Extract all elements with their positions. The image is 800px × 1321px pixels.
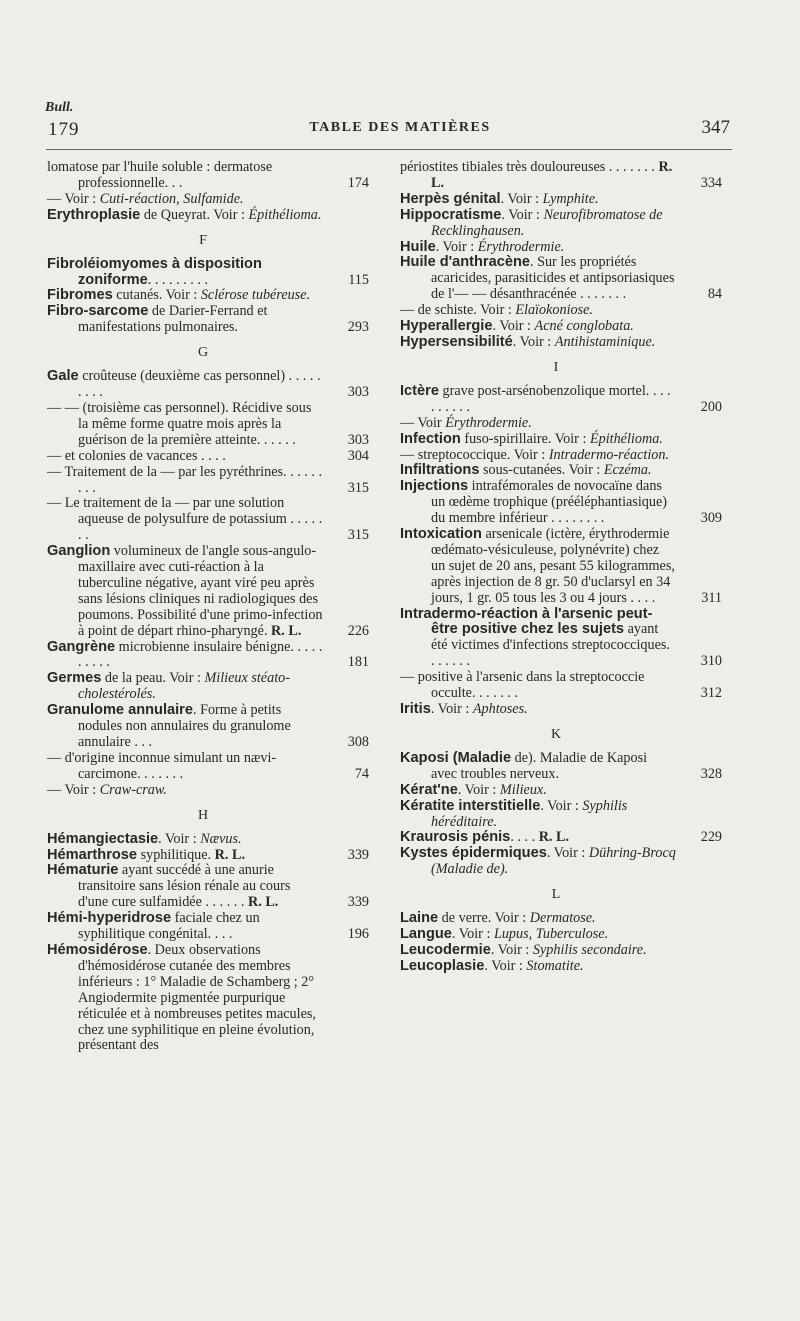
index-entry (400, 829, 722, 846)
index-entry (47, 543, 369, 639)
entry-text: Ictère grave post-arsénobenzolique mortel. . . . . . . . . . (400, 382, 671, 415)
index-entry (47, 749, 369, 783)
page-ref: 293 (347, 319, 369, 336)
section-letter: G (197, 345, 209, 361)
page-ref: 303 (347, 431, 369, 448)
index-entry (400, 240, 712, 256)
page-ref: 315 (347, 479, 369, 496)
entry-text: Intradermo-réaction à l'arsenic peut-être positive chez les sujets ayant été victimes d'infections streptococciques. . . . . . . (400, 605, 670, 670)
entry-text: — positive à l'arsenic dans la streptococcie occulte. . . . . . . (400, 669, 645, 702)
index-entry (47, 846, 369, 864)
entry-text: Hyperallergie. Voir : Acné conglobata. (400, 318, 634, 335)
entry-text: Erythroplasie de Queyrat. Voir : Épithélioma. (47, 206, 322, 223)
index-entry (47, 783, 359, 799)
entry-text: Iritis. Voir : Aphtoses. (400, 701, 528, 717)
entry-text: Fibro-sarcome de Darier-Ferrand et manifestations pulmonaires. (47, 303, 268, 336)
entry-text: Hémosidérose. Deux observations d'hémosidérose cutanée des membres inférieurs : 1° Maladie de Schamberg ; 2° Angiodermite pigmentée purpurique réticulée et à nombreuses petites macules, chez une syphilitique en pleine évolution, présentant des (47, 941, 316, 1054)
index-entry (400, 192, 712, 208)
entry-text: — Voir : Cuti-réaction, Sulfamide. (47, 190, 244, 207)
index-entry (47, 671, 359, 703)
entry-text: Fibroléiomyomes à disposition zoniforme. . . . . . . . . (47, 255, 262, 288)
entry-text: Gangrène microbienne insulaire bénigne. . . . . . . . . . (47, 638, 323, 671)
entry-text: Leucodermie. Voir : Syphilis secondaire. (400, 941, 647, 958)
index-entry (47, 368, 369, 401)
entry-text: Huile d'anthracène. Sur les propriétés acaricides, parasiticides et antipsoriasiques de l'— — désanthracénée . . . . . . . (400, 254, 675, 303)
page-ref: 339 (347, 846, 369, 863)
entry-text: — streptococcique. Voir : Intradermo-réaction. (400, 446, 669, 463)
entry-text: — de schiste. Voir : Elaïokoniose. (400, 302, 593, 319)
right-column (400, 159, 722, 975)
index-entry (400, 478, 722, 527)
index-entry (400, 416, 712, 432)
section-letter: I (553, 359, 559, 375)
index-entry (400, 927, 712, 943)
page-ref: 308 (347, 734, 369, 750)
index-entry (47, 447, 369, 465)
page-ref: 303 (347, 384, 369, 401)
page-ref: 328 (700, 765, 722, 782)
entry-text: Granulome annulaire. Forme à petits nodules non annulaires du granulome annulaire . . . (47, 702, 291, 750)
entry-text: — Le traitement de la — par une solution aqueuse de polysulfure de potassium . . . . . . . (47, 495, 323, 544)
index-entry (47, 208, 359, 224)
section-letter: K (550, 726, 562, 742)
entry-text: Intoxication arsenicale (ictère, érythrodermie œdémato-vésiculeuse, polynévrite) chez un sujet de 20 ans, pesant 55 kilogrammes, après injection de 8 gr. 50 d'uclarsyl en 34 jours, 1 gr. 05 tous les 3 ou 4 jours . . . . (400, 526, 675, 606)
entry-text: Fibromes cutanés. Voir : Sclérose tubéreuse. (47, 287, 311, 304)
entry-text: Hémi-hyperidrose faciale chez un syphilitique congénital. . . . (47, 910, 260, 943)
index-entry (47, 399, 369, 449)
index-entry (47, 303, 369, 336)
page-title: TABLE DES MATIÈRES (309, 120, 491, 135)
entry-text: lomatose par l'huile soluble : dermatose professionnelle. . . (47, 159, 273, 191)
entry-text: — Traitement de la — par les pyréthrines. . . . . . . . . (47, 463, 323, 496)
index-entry (47, 255, 369, 289)
entry-text: Hémangiectasie. Voir : Nævus. (47, 830, 242, 847)
entry-text: Hématurie ayant succédé à une anurie transitoire sans lésion rénale au cours d'une cure sulfamidée . . . . . . R. L. (47, 862, 291, 911)
index-entry (47, 702, 369, 751)
index-entry (400, 208, 712, 240)
page-ref: 200 (700, 398, 722, 415)
page-ref: 334 (700, 174, 722, 191)
page-ref: 315 (347, 527, 369, 544)
entry-text: Germes de la peau. Voir : Milieux stéato-cholestérolés. (47, 670, 290, 703)
index-entry (400, 463, 712, 479)
entry-text: Injections intrafémorales de novocaïne dans un œdème trophique (prééléphantiasique) du membre inférieur . . . . . . . . (400, 478, 667, 527)
page-ref: 174 (347, 174, 369, 191)
index-entry (47, 463, 369, 497)
index-entry (400, 669, 722, 702)
page-ref: 229 (700, 829, 722, 846)
entry-text: Herpès génital. Voir : Lymphite. (400, 190, 599, 207)
page-ref: 312 (700, 685, 722, 702)
index-entry (47, 192, 359, 208)
section-letter: H (197, 807, 209, 823)
entry-text: Gale croûteuse (deuxième cas personnel) . . . . . . . . . (47, 368, 321, 401)
index-entry (47, 638, 369, 672)
left-column (47, 159, 369, 1054)
index-entry (400, 526, 722, 607)
page-number: 347 (701, 117, 730, 138)
index-entry (400, 605, 722, 671)
index-entry (400, 303, 712, 319)
index-entry (400, 335, 712, 351)
index-entry (47, 943, 359, 1054)
entry-text: — d'origine inconnue simulant un nævi-carcimone. . . . . . . (47, 749, 277, 782)
index-entry (400, 159, 722, 192)
index-entry (400, 448, 712, 464)
entry-text: Kérat'ne. Voir : Milieux. (400, 781, 547, 798)
entry-text: Kératite interstitielle. Voir : Syphilis héréditaire. (400, 797, 628, 830)
index-entry (400, 749, 722, 783)
index-entry (47, 862, 369, 911)
page-ref: 309 (700, 510, 722, 527)
index-entry (400, 432, 712, 448)
entry-text: Kraurosis pénis. . . . R. L. (400, 829, 570, 846)
volume-number: 179 (48, 119, 80, 140)
entry-text: périostites tibiales très douloureuses . . . . . . . R. L. (400, 159, 673, 191)
index-entry (400, 959, 712, 975)
entry-text: Leucoplasie. Voir : Stomatite. (400, 957, 584, 974)
header-rule (46, 149, 732, 150)
entry-text: Kystes épidermiques. Voir : Dühring-Brocq (Maladie de). (400, 845, 676, 878)
journal-abbrev: Bull. (45, 100, 74, 115)
page-ref: 181 (347, 654, 369, 671)
index-entry (47, 910, 369, 943)
index-entry (47, 495, 369, 544)
page-ref: 74 (354, 765, 369, 782)
entry-text: Kaposi (Maladie de). Maladie de Kaposi avec troubles nerveux. (400, 749, 648, 782)
index-entry (47, 288, 359, 304)
entry-text: Hippocratisme. Voir : Neurofibromatose de Recklinghausen. (400, 206, 663, 239)
page-ref: 304 (347, 447, 369, 464)
page-ref: 310 (700, 653, 722, 670)
page-ref: 84 (707, 286, 722, 303)
entry-text: Hémarthrose syphilitique. R. L. (47, 846, 246, 863)
entry-text: Laine de verre. Voir : Dermatose. (400, 910, 596, 927)
entry-text: Infection fuso-spirillaire. Voir : Épithélioma. (400, 430, 663, 447)
index-entry (400, 319, 712, 335)
entry-text: Infiltrations sous-cutanées. Voir : Eczéma. (400, 462, 652, 479)
page-ref: 339 (347, 894, 369, 911)
index-entry (400, 382, 722, 416)
index-entry (47, 832, 359, 848)
section-letter: F (199, 232, 207, 248)
entry-text: — et colonies de vacances . . . . (47, 447, 226, 464)
index-entry (47, 159, 369, 192)
section-letter: L (551, 887, 561, 903)
entry-text: — Voir : Craw-craw. (47, 781, 167, 798)
index-entry (400, 911, 712, 927)
index-entry (400, 846, 712, 878)
index-entry (400, 799, 712, 831)
page-ref: 226 (347, 622, 369, 639)
index-entry (400, 702, 712, 718)
entry-text: — — (troisième cas personnel). Récidive sous la même forme quatre mois après la guérison de la première atteinte. . . . . . (47, 399, 312, 448)
entry-text: Huile. Voir : Érythrodermie. (400, 238, 565, 255)
entry-text: — Voir Érythrodermie. (400, 414, 532, 431)
index-entry (400, 254, 722, 303)
page-ref: 311 (701, 589, 722, 606)
page-ref: 115 (348, 271, 369, 288)
entry-text: Ganglion volumineux de l'angle sous-angulo-maxillaire avec cuti-réaction à la tuberculine négative, ayant viré peu après sans lésions cliniques ni radiologiques des poumons. Possibilité d'une primo-infection à point de départ rhino-pharyngé. R. L. (47, 543, 323, 639)
page-ref: 196 (347, 926, 369, 943)
index-entry (400, 783, 712, 799)
index-entry (400, 943, 712, 959)
entry-text: Langue. Voir : Lupus, Tuberculose. (400, 926, 609, 943)
entry-text: Hypersensibilité. Voir : Antihistaminique. (400, 333, 656, 350)
